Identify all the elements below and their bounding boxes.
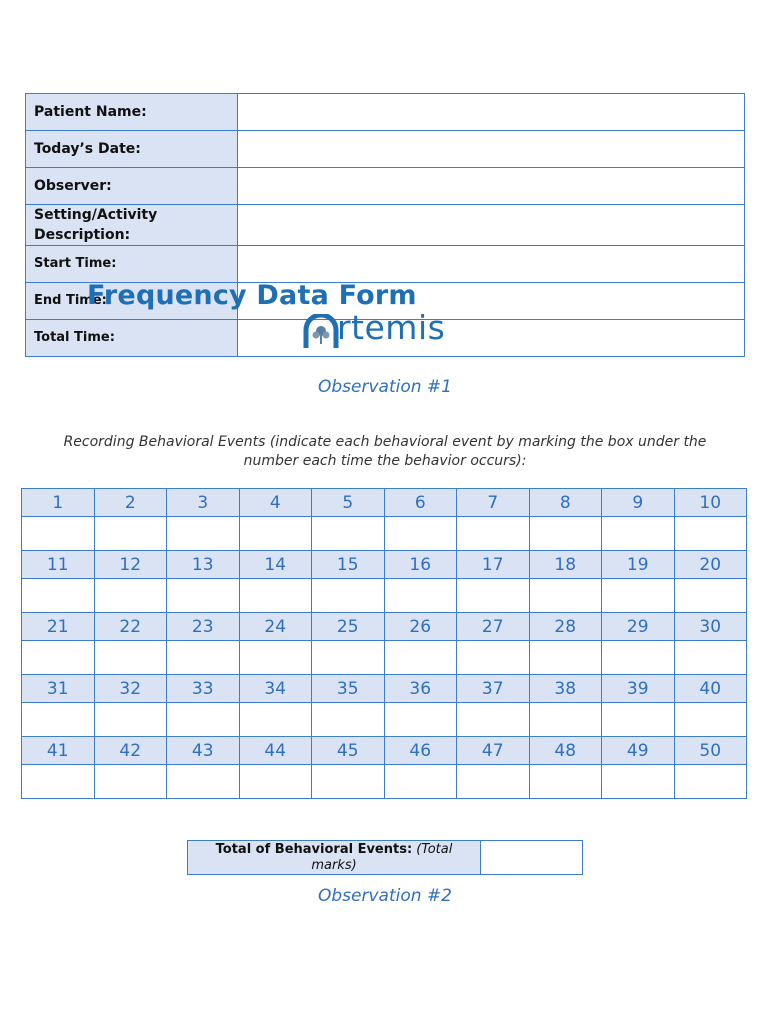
event-mark-box[interactable] bbox=[22, 641, 95, 675]
event-number: 40 bbox=[674, 675, 747, 703]
event-mark-box[interactable] bbox=[529, 765, 602, 799]
event-mark-box[interactable] bbox=[239, 765, 312, 799]
event-number: 11 bbox=[22, 551, 95, 579]
event-number: 35 bbox=[312, 675, 385, 703]
event-mark-box[interactable] bbox=[602, 579, 675, 613]
event-mark-box[interactable] bbox=[674, 517, 747, 551]
info-label: Setting/Activity Description: bbox=[26, 205, 238, 246]
event-mark-box[interactable] bbox=[529, 517, 602, 551]
event-mark-box[interactable] bbox=[457, 703, 530, 737]
event-number: 30 bbox=[674, 613, 747, 641]
event-mark-box[interactable] bbox=[312, 641, 385, 675]
event-number: 28 bbox=[529, 613, 602, 641]
event-number: 33 bbox=[167, 675, 240, 703]
event-mark-box[interactable] bbox=[239, 703, 312, 737]
total-events-label-cell bbox=[188, 841, 481, 875]
event-mark-box[interactable] bbox=[602, 765, 675, 799]
info-row bbox=[26, 94, 745, 131]
event-number: 45 bbox=[312, 737, 385, 765]
event-number: 50 bbox=[674, 737, 747, 765]
event-number: 25 bbox=[312, 613, 385, 641]
event-mark-box[interactable] bbox=[167, 703, 240, 737]
info-label: Patient Name: bbox=[26, 94, 238, 131]
form-title: Frequency Data Form bbox=[87, 280, 417, 311]
event-mark-box[interactable] bbox=[239, 579, 312, 613]
event-mark-box[interactable] bbox=[457, 579, 530, 613]
event-number: 34 bbox=[239, 675, 312, 703]
event-number: 43 bbox=[167, 737, 240, 765]
event-number: 8 bbox=[529, 489, 602, 517]
event-mark-box[interactable] bbox=[22, 517, 95, 551]
info-value-field[interactable] bbox=[238, 205, 745, 246]
event-mark-box[interactable] bbox=[457, 641, 530, 675]
event-mark-box[interactable] bbox=[529, 579, 602, 613]
event-number: 29 bbox=[602, 613, 675, 641]
event-number: 1 bbox=[22, 489, 95, 517]
event-number: 5 bbox=[312, 489, 385, 517]
event-mark-box[interactable] bbox=[457, 765, 530, 799]
event-mark-box[interactable] bbox=[384, 703, 457, 737]
info-value-field[interactable] bbox=[238, 131, 745, 168]
event-number: 41 bbox=[22, 737, 95, 765]
info-row bbox=[26, 246, 745, 283]
event-number: 32 bbox=[94, 675, 167, 703]
event-mark-box[interactable] bbox=[22, 579, 95, 613]
info-label: Total Time: bbox=[26, 320, 238, 357]
event-mark-box[interactable] bbox=[22, 703, 95, 737]
behavior-event-grid bbox=[21, 488, 747, 799]
grid-mark-row bbox=[22, 517, 747, 551]
total-events-field[interactable] bbox=[481, 841, 583, 875]
event-number: 27 bbox=[457, 613, 530, 641]
info-row bbox=[26, 168, 745, 205]
grid-number-row bbox=[22, 489, 747, 517]
artemis-logo bbox=[303, 308, 463, 352]
info-label: Start Time: bbox=[26, 246, 238, 283]
total-events-hint: (Total marks) bbox=[311, 841, 453, 873]
event-number: 48 bbox=[529, 737, 602, 765]
info-row bbox=[26, 131, 745, 168]
event-mark-box[interactable] bbox=[167, 765, 240, 799]
event-mark-box[interactable] bbox=[457, 517, 530, 551]
event-number: 24 bbox=[239, 613, 312, 641]
event-number: 47 bbox=[457, 737, 530, 765]
event-mark-box[interactable] bbox=[674, 641, 747, 675]
event-mark-box[interactable] bbox=[602, 703, 675, 737]
grid-number-row bbox=[22, 613, 747, 641]
event-mark-box[interactable] bbox=[312, 517, 385, 551]
event-mark-box[interactable] bbox=[384, 579, 457, 613]
event-mark-box[interactable] bbox=[94, 641, 167, 675]
event-mark-box[interactable] bbox=[529, 641, 602, 675]
event-mark-box[interactable] bbox=[602, 641, 675, 675]
event-mark-box[interactable] bbox=[384, 517, 457, 551]
recording-instructions: Recording Behavioral Events (indicate each behavioral event by marking the box under the number each time the behavior occurs): bbox=[63, 434, 707, 469]
event-number: 23 bbox=[167, 613, 240, 641]
logo-arch-icon bbox=[303, 314, 339, 348]
event-number: 37 bbox=[457, 675, 530, 703]
grid-mark-row bbox=[22, 579, 747, 613]
event-number: 31 bbox=[22, 675, 95, 703]
total-events-table bbox=[187, 840, 583, 875]
grid-number-row bbox=[22, 737, 747, 765]
event-number: 39 bbox=[602, 675, 675, 703]
event-mark-box[interactable] bbox=[167, 579, 240, 613]
event-number: 6 bbox=[384, 489, 457, 517]
event-number: 18 bbox=[529, 551, 602, 579]
event-number: 19 bbox=[602, 551, 675, 579]
event-number: 21 bbox=[22, 613, 95, 641]
grid-number-row bbox=[22, 551, 747, 579]
event-number: 2 bbox=[94, 489, 167, 517]
event-number: 7 bbox=[457, 489, 530, 517]
event-number: 9 bbox=[602, 489, 675, 517]
event-number: 26 bbox=[384, 613, 457, 641]
event-number: 46 bbox=[384, 737, 457, 765]
event-number: 15 bbox=[312, 551, 385, 579]
total-events-label: Total of Behavioral Events: bbox=[215, 841, 413, 857]
event-mark-box[interactable] bbox=[312, 703, 385, 737]
grid-mark-row bbox=[22, 703, 747, 737]
event-number: 49 bbox=[602, 737, 675, 765]
logo-wordmark: rtemis bbox=[337, 308, 446, 347]
grid-mark-row bbox=[22, 765, 747, 799]
info-row bbox=[26, 205, 745, 246]
event-mark-box[interactable] bbox=[674, 703, 747, 737]
event-mark-box[interactable] bbox=[94, 579, 167, 613]
event-mark-box[interactable] bbox=[674, 765, 747, 799]
event-number: 22 bbox=[94, 613, 167, 641]
event-number: 44 bbox=[239, 737, 312, 765]
observation-1-heading: Observation #1 bbox=[318, 377, 452, 397]
event-mark-box[interactable] bbox=[312, 765, 385, 799]
event-number: 3 bbox=[167, 489, 240, 517]
grid-mark-row bbox=[22, 641, 747, 675]
event-number: 16 bbox=[384, 551, 457, 579]
event-number: 14 bbox=[239, 551, 312, 579]
event-mark-box[interactable] bbox=[239, 517, 312, 551]
observation-2-heading: Observation #2 bbox=[318, 886, 452, 906]
event-number: 38 bbox=[529, 675, 602, 703]
event-number: 4 bbox=[239, 489, 312, 517]
event-number: 12 bbox=[94, 551, 167, 579]
info-value-field[interactable] bbox=[238, 94, 745, 131]
info-label: End Time: bbox=[26, 283, 238, 320]
grid-number-row bbox=[22, 675, 747, 703]
info-value-field[interactable] bbox=[238, 246, 745, 283]
event-number: 42 bbox=[94, 737, 167, 765]
info-value-field[interactable] bbox=[238, 168, 745, 205]
event-mark-box[interactable] bbox=[312, 579, 385, 613]
event-mark-box[interactable] bbox=[167, 641, 240, 675]
event-mark-box[interactable] bbox=[94, 517, 167, 551]
event-mark-box[interactable] bbox=[94, 703, 167, 737]
event-mark-box[interactable] bbox=[94, 765, 167, 799]
event-mark-box[interactable] bbox=[239, 641, 312, 675]
event-number: 17 bbox=[457, 551, 530, 579]
event-mark-box[interactable] bbox=[167, 517, 240, 551]
event-number: 10 bbox=[674, 489, 747, 517]
info-label: Observer: bbox=[26, 168, 238, 205]
event-number: 20 bbox=[674, 551, 747, 579]
event-mark-box[interactable] bbox=[674, 579, 747, 613]
event-number: 36 bbox=[384, 675, 457, 703]
event-mark-box[interactable] bbox=[602, 517, 675, 551]
event-mark-box[interactable] bbox=[384, 641, 457, 675]
event-mark-box[interactable] bbox=[384, 765, 457, 799]
info-label: Today’s Date: bbox=[26, 131, 238, 168]
event-mark-box[interactable] bbox=[22, 765, 95, 799]
event-number: 13 bbox=[167, 551, 240, 579]
event-mark-box[interactable] bbox=[529, 703, 602, 737]
